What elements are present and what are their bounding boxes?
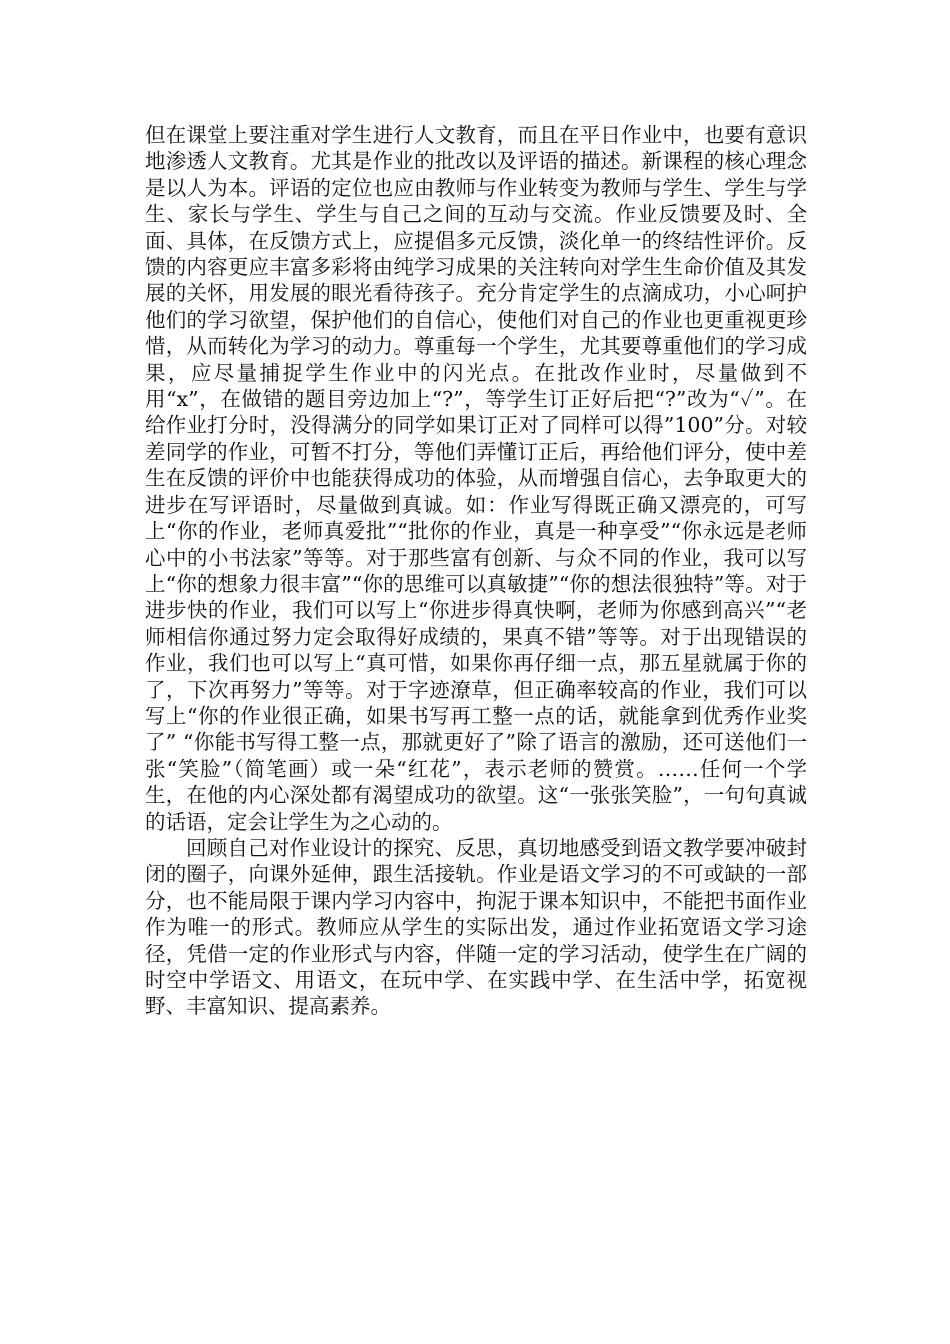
paragraph-reflection: 回顾自己对作业设计的探究、反思，真切地感受到语文教学要冲破封闭的圈子，向课外延伸，跟生活接轨。作业是语文学习的不可或缺的一部分，也不能局限于课内学习内容中，拘泥于课本知识中，不能把书面作业作为唯一的形式。教师应从学生的实际出发，通过作业拓宽语文学习途径，凭借一定的作业形式与内容，伴随一定的学习活动，使学生在广阔的时空中学语文、用语文，在玩中学、在实践中学、在生活中学，拓宽视野、丰富知识、提高素养。 [145, 835, 807, 1019]
paragraph-feedback: 但在课堂上要注重对学生进行人文教育，而且在平日作业中，也要有意识地渗透人文教育。尤其是作业的批改以及评语的描述。新课程的核心理念是以人为本。评语的定位也应由教师与作业转变为教师与学生、学生与学生、家长与学生、学生与自己之间的互动与交流。作业反馈要及时、全面、具体，在反馈方式上，应提倡多元反馈，淡化单一的终结性评价。反馈的内容更应丰富多彩将由纯学习成果的关注转向对学生生命价值及其发展的关怀，用发展的眼光看待孩子。充分肯定学生的点滴成功，小心呵护他们的学习欲望，保护他们的自信心，使他们对自己的作业也更重视更珍惜，从而转化为学习的动力。尊重每一个学生，尤其要尊重他们的学习成果，应尽量捕捉学生作业中的闪光点。在批改作业时，尽量做到不用“x”，在做错的题目旁边加上“?”，等学生订正好后把“?”改为“✓”。在给作业打分时，没得满分的同学如果订正对了同样可以得”100”分。对较差同学的作业，可暂不打分，等他们弄懂订正后，再给他们评分，使中差生在反馈的评价中也能获得成功的体验，从而增强自信心，去争取更大的进步在写评语时，尽量做到真诚。如：作业写得既正确又漂亮的，可写上“你的作业，老师真爱批”“批你的作业，真是一种享受”“你永远是老师心中的小书法家”等等。对于那些富有创新、与众不同的作业，我可以写上“你的想象力很丰富”“你的思维可以真敏捷”“你的想法很独特”等。对于进步快的作业，我们可以写上“你进步得真快啊，老师为你感到高兴”“老师相信你通过努力定会取得好成绩的，果真不错”等等。对于出现错误的作业，我们也可以写上“真可惜，如果你再仔细一点，那五星就属于你的了，下次再努力”等等。对于字迹潦草，但正确率较高的作业，我们可以写上“你的作业很正确，如果书写再工整一点的话，就能拿到优秀作业奖了” “你能书写得工整一点，那就更好了”除了语言的激励，还可送他们一张“笑脸”（简笔画）或一朵“红花”，表示老师的赞赏。……任何一个学生，在他的内心深处都有渴望成功的欲望。这“一张张笑脸”，一句句真诚的话语，定会让学生为之心动的。 [145, 123, 807, 834]
body-text [145, 122, 807, 1020]
